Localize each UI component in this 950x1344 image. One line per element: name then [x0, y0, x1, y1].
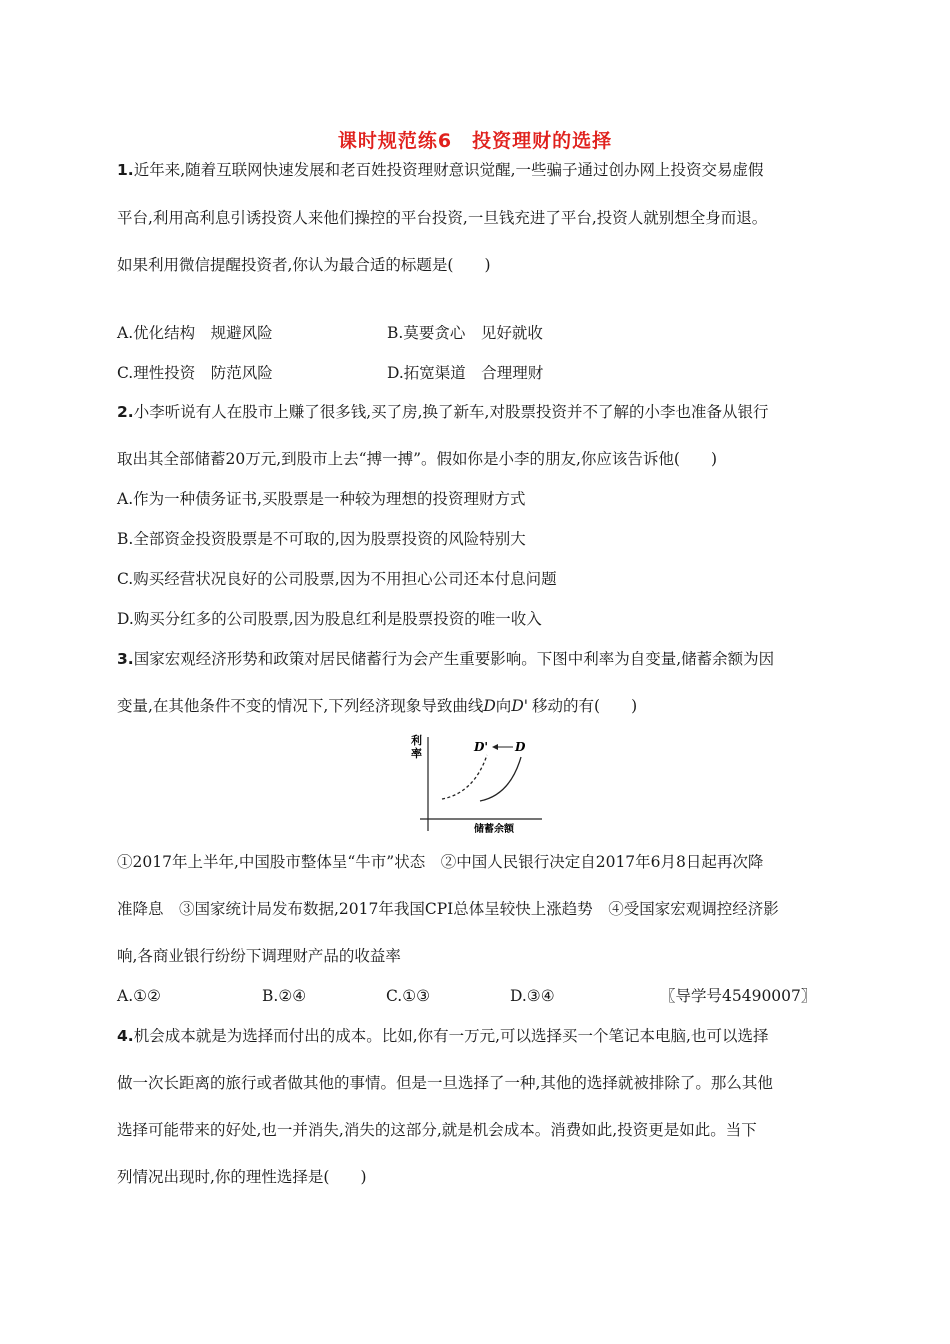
- q4-line-2: 做一次长距离的旅行或者做其他的事情。但是一旦选择了一种,其他的选择就被排除了。那么其他: [117, 1074, 773, 1092]
- q3-item-line-2: 准降息 ③国家统计局发布数据,2017年我国CPI总体呈较快上涨趋势 ④受国家宏观调控经济影: [117, 900, 779, 918]
- q2-option-a: A.作为一种债务证书,买股票是一种较为理想的投资理财方式: [117, 490, 526, 508]
- q3-item-line-3: 响,各商业银行纷纷下调理财产品的收益率: [117, 947, 401, 965]
- q1-line-3: 如果利用微信提醒投资者,你认为最合适的标题是( ): [117, 256, 491, 274]
- q2-line-1: 2.小李听说有人在股市上赚了很多钱,买了房,换了新车,对股票投资并不了解的小李也准备从银行: [117, 403, 769, 421]
- curve-d-label: D: [515, 740, 526, 754]
- q1-option-c: C.理性投资 防范风险: [117, 364, 273, 382]
- q2-line-2: 取出其全部储蓄20万元,到股市上去“搏一搏”。假如你是小李的朋友,你应该告诉他( ): [117, 450, 718, 468]
- savings-interest-graph: [408, 733, 548, 835]
- curve-d-prime-label: D': [474, 740, 489, 754]
- q1-line-2: 平台,利用高利息引诱投资人来他们操控的平台投资,一旦钱充进了平台,投资人就别想全身而退。: [117, 209, 768, 227]
- q4-number: 4.: [117, 1027, 134, 1045]
- y-axis-label-2: 率: [411, 747, 422, 760]
- y-axis-label-1: 利: [411, 734, 422, 747]
- q3-option-b: B.②④: [262, 987, 307, 1005]
- q4-line-4: 列情况出现时,你的理性选择是( ): [117, 1168, 367, 1186]
- q1-option-d: D.拓宽渠道 合理理财: [387, 364, 544, 382]
- q1-line-1: 1.近年来,随着互联网快速发展和老百姓投资理财意识觉醒,一些骗子通过创办网上投资交易虚假: [117, 161, 764, 179]
- q3-option-c: C.①③: [386, 987, 431, 1005]
- q3-line-1: 3.国家宏观经济形势和政策对居民储蓄行为会产生重要影响。下图中利率为自变量,储蓄余额为因: [117, 650, 775, 668]
- q1-number: 1.: [117, 161, 134, 179]
- q2-option-b: B.全部资金投资股票是不可取的,因为股票投资的风险特别大: [117, 530, 526, 548]
- q3-option-d: D.③④: [510, 987, 555, 1005]
- curve-d: [480, 757, 521, 801]
- q2-number: 2.: [117, 403, 134, 421]
- q3-item-line-1: ①2017年上半年,中国股市整体呈“牛市”状态 ②中国人民银行决定自2017年6月8日起再次降: [117, 853, 764, 871]
- page-title: 课时规范练6 投资理财的选择: [337, 130, 613, 152]
- q1-option-a: A.优化结构 规避风险: [117, 324, 273, 342]
- curve-d-prime: [442, 755, 487, 799]
- x-axis-label: 储蓄余额: [474, 824, 514, 835]
- q4-line-1: 4.机会成本就是为选择而付出的成本。比如,你有一万元,可以选择买一个笔记本电脑,也可以选择: [117, 1027, 769, 1045]
- curve-d-label-inline: D: [483, 697, 496, 715]
- q3-option-a: A.①②: [117, 987, 161, 1005]
- shift-arrow-head: [492, 744, 498, 750]
- q1-option-b: B.莫要贪心 见好就收: [387, 324, 543, 342]
- q4-line-3: 选择可能带来的好处,也一并消失,消失的这部分,就是机会成本。消费如此,投资更是如此。当下: [117, 1121, 757, 1139]
- q2-option-d: D.购买分红多的公司股票,因为股息红利是股票投资的唯一收入: [117, 610, 542, 628]
- q3-reference-number: 〖导学号45490007〗: [660, 987, 817, 1005]
- q3-line-2: 变量,在其他条件不变的情况下,下列经济现象导致曲线D向D' 移动的有( ): [117, 697, 638, 715]
- q3-number: 3.: [117, 650, 134, 668]
- q2-option-c: C.购买经营状况良好的公司股票,因为不用担心公司还本付息问题: [117, 570, 557, 588]
- curve-d-prime-label-inline: D': [511, 697, 529, 715]
